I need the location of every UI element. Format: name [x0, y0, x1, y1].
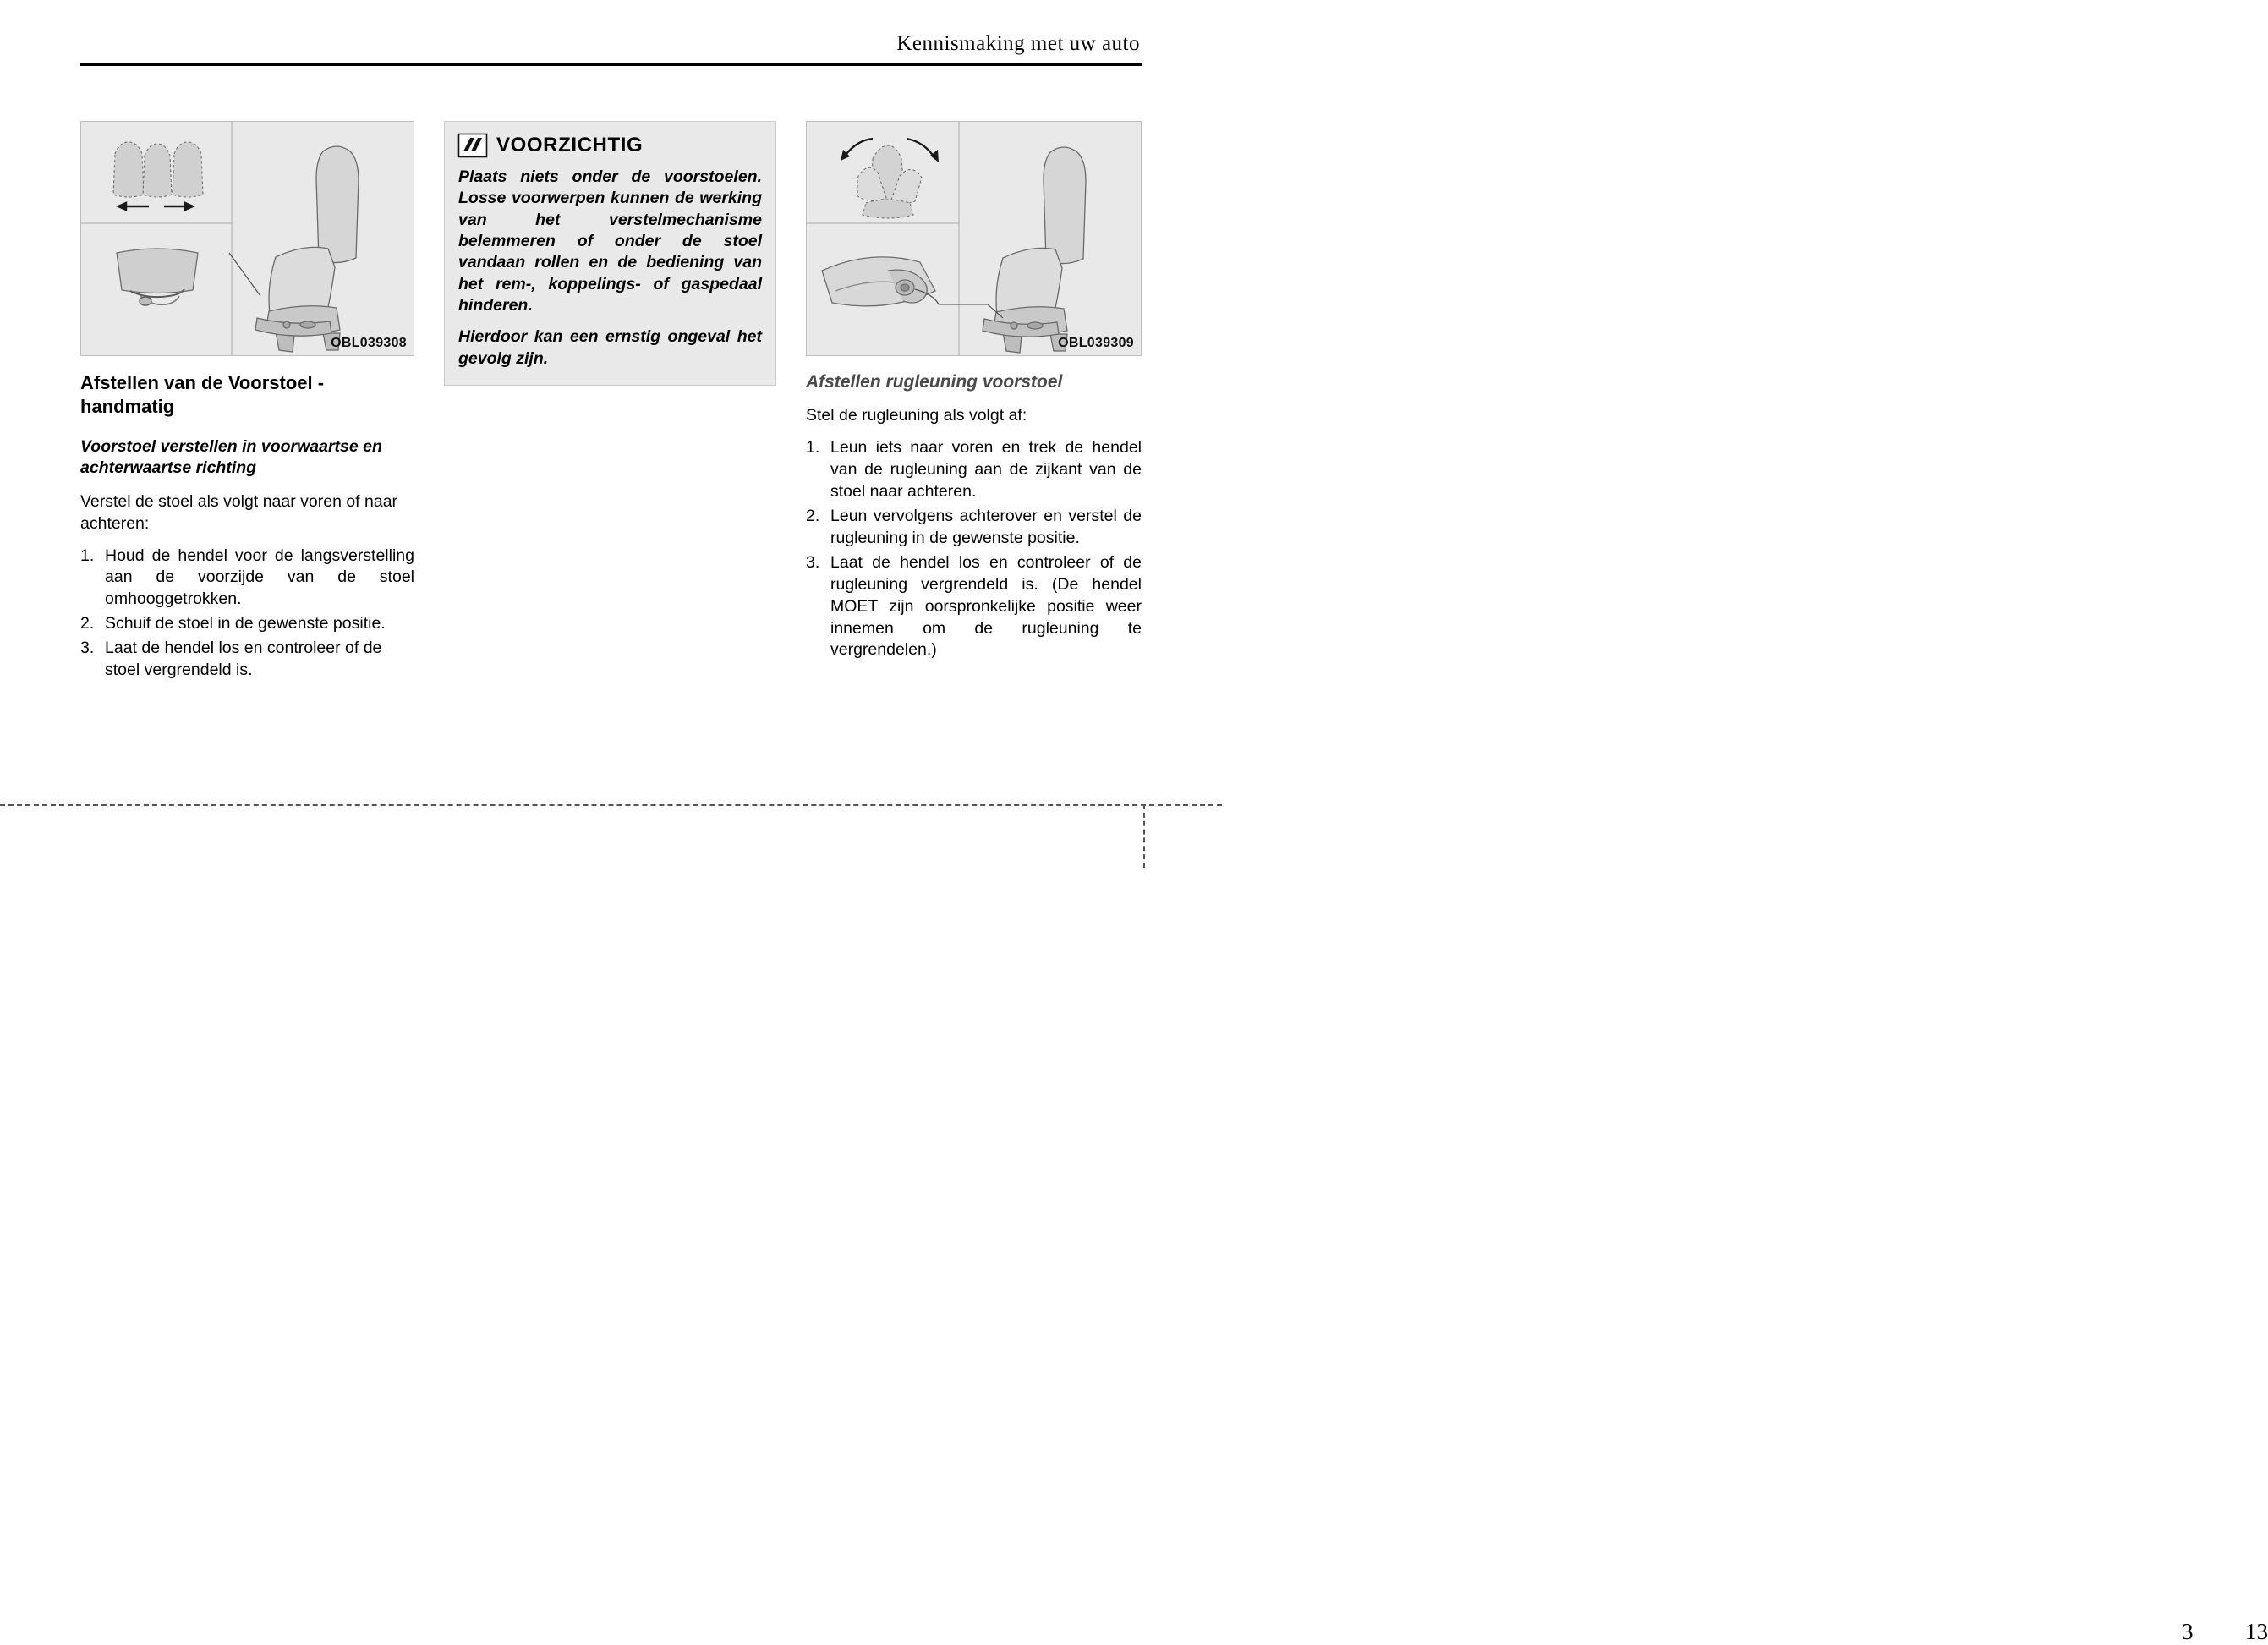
page-title: Kennismaking met uw auto: [896, 32, 1140, 55]
left-section-title: Afstellen van de Voorstoel - handmatig: [80, 372, 325, 417]
list-item: Laat de hendel los en controleer of de stoel vergrendeld is.: [105, 639, 382, 680]
right-column: [806, 121, 1142, 661]
caution-box: [444, 121, 776, 386]
footer-chapter-number: 3: [2182, 1619, 2194, 1644]
caution-paragraph-1: Plaats niets onder de voorstoelen. Losse voorwerpen kunnen de werking van het verstelmechanisme belemmeren of onder de stoel vandaan rollen en de bediening van het rem-, koppelings- of gaspedaal hinderen.: [458, 167, 762, 315]
right-intro-text: Stel de rugleuning als volgt af:: [806, 406, 1027, 425]
middle-column: [444, 121, 776, 386]
page-header: [80, 32, 1142, 56]
seat-slide-illustration: [81, 122, 414, 355]
list-item: Leun vervolgens achterover en verstel de rugleuning in de gewenste positie.: [830, 506, 1142, 547]
right-sub-title: Afstellen rugleuning voorstoel: [806, 372, 1063, 392]
figure-code-left: OBL039308: [331, 336, 407, 350]
seat-recline-illustration: [807, 122, 1141, 355]
caution-hazard-icon: [458, 134, 487, 157]
left-step-list: [80, 546, 414, 683]
left-sub-title: Voorstoel verstellen in voorwaartse en achterwaartse richting: [80, 437, 382, 478]
list-item: Laat de hendel los en controleer of de rugleuning vergrendeld is. (De hendel MOET zijn oorspronkelijke positie weer innemen om de rugleuning te vergrendelen.): [830, 552, 1142, 660]
figure-seat-slide: [80, 121, 414, 356]
caution-title: VOORZICHTIG: [496, 134, 644, 156]
list-item: Houd de hendel voor de langsverstelling aan de voorzijde van de stoel omhooggetrokken.: [105, 546, 414, 609]
footer-divider: [0, 804, 1222, 807]
footer-page-number: 13: [2245, 1619, 2268, 1644]
caution-header: [458, 134, 762, 157]
list-item: Schuif de stoel in de gewenste positie.: [105, 614, 386, 633]
right-step-list: [806, 437, 1142, 661]
figure-seat-recline: [806, 121, 1142, 356]
left-column: [80, 121, 414, 682]
figure-code-right: OBL039309: [1058, 336, 1134, 350]
header-divider: [80, 63, 1142, 66]
left-intro-text: Verstel de stoel als volgt naar voren of naar achteren:: [80, 491, 398, 533]
caution-paragraph-2: Hierdoor kan een ernstig ongeval het gevolg zijn.: [458, 327, 762, 368]
footer-vertical-divider: [1143, 804, 1147, 868]
list-item: Leun iets naar voren en trek de hendel van de rugleuning aan de zijkant van de stoel naar achteren.: [830, 438, 1142, 502]
